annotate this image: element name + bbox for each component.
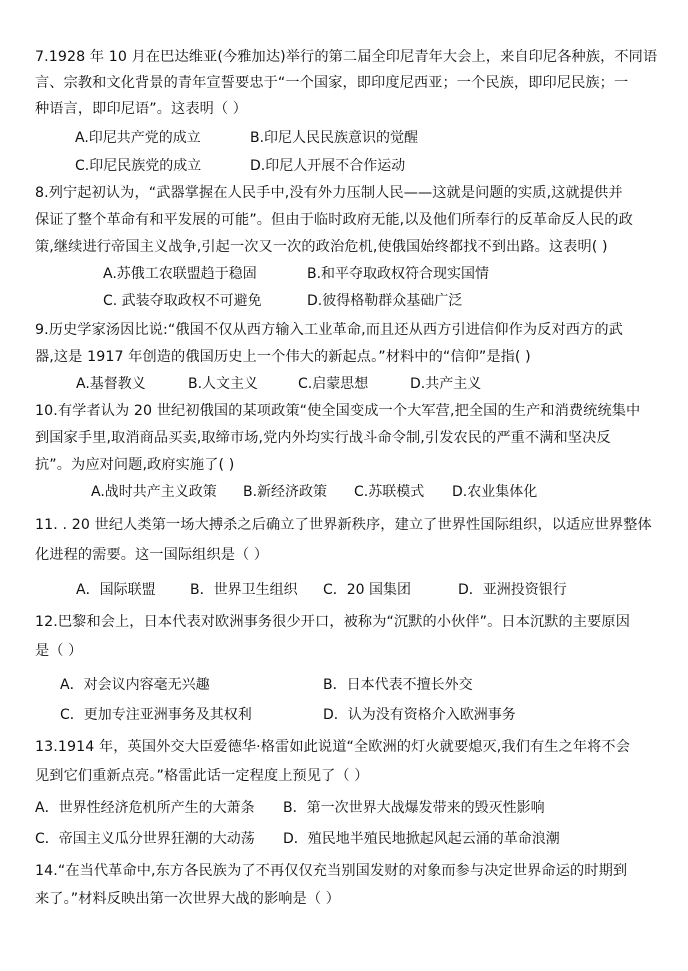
q12-stem-line-2: 是（ ）: [35, 643, 83, 659]
q11-option-b: B．世界卫生组织: [190, 582, 298, 598]
q11-option-c: C．20 国集团: [323, 582, 412, 598]
q7-stem-line-1: 7.1928 年 10 月在巴达维亚(今雅加达)举行的第二届全印尼青年大会上，来自印尼各种族，不同语: [35, 49, 658, 65]
q7-stem-line-2: 言、宗教和文化背景的青年宣誓要忠于“一个国家，即印度尼西亚；一个民族，即印尼民族；一: [35, 75, 629, 91]
q10-option-a: A.战时共产主义政策: [91, 484, 217, 500]
q10-option-d: D.农业集体化: [452, 484, 538, 500]
q10-option-b: B.新经济政策: [243, 484, 328, 500]
q12-option-a: A．对会议内容毫无兴趣: [60, 677, 210, 693]
q12-option-c: C．更加专注亚洲事务及其权利: [60, 707, 252, 723]
q13-stem-line-1: 13.1914 年，英国外交大臣爱德华·格雷如此说道“全欧洲的灯火就要熄灭,我们有生之年将不会: [35, 739, 631, 755]
q12-option-d: D．认为没有资格介入欧洲事务: [323, 707, 516, 723]
q8-option-a: A.苏俄工农联盟趋于稳固: [103, 266, 257, 282]
q7-option-c: C.印尼民族党的成立: [75, 158, 202, 174]
q7-stem-line-3: 种语言，即印尼语”。这表明（ ）: [35, 101, 248, 117]
q13-option-c: C．帝国主义瓜分世界狂潮的大动荡: [35, 831, 255, 847]
q8-stem-line-3: 策,继续进行帝国主义战争,引起一次又一次的政治危机,使俄国始终都找不到出路。这表明( ): [35, 239, 608, 255]
q13-stem-line-2: 见到它们重新点亮。”格雷此话一定程度上预见了（ ）: [35, 768, 369, 784]
q7-option-b: B.印尼人民民族意识的觉醒: [250, 130, 419, 146]
q13-option-b: B．第一次世界大战爆发带来的毁灭性影响: [283, 800, 545, 816]
q8-option-b: B.和平夺取政权符合现实国情: [307, 266, 490, 282]
q8-option-c: C. 武装夺取政权不可避免: [103, 293, 262, 309]
q9-stem-line-1: 9.历史学家汤因比说:“俄国不仅从西方输入工业革命,而且还从西方引进信仰作为反对西方的武: [35, 322, 623, 338]
q9-option-d: D.共产主义: [410, 376, 482, 392]
q10-stem-line-3: 抗”。为应对问题,政府实施了( ): [35, 457, 235, 473]
q10-stem-line-1: 10.有学者认为 20 世纪初俄国的某项政策“使全国变成一个大军营,把全国的生产和消费统统集中: [35, 403, 641, 419]
q9-option-a: A.基督教义: [76, 376, 146, 392]
q8-option-d: D.彼得格勒群众基础广泛: [307, 293, 463, 309]
q7-option-a: A.印尼共产党的成立: [75, 130, 201, 146]
q11-stem-line-1: 11. . 20 世纪人类第一场大搏杀之后确立了世界新秩序，建立了世界性国际组织，以适应世界整体: [35, 517, 652, 533]
q12-option-b: B．日本代表不擅长外交: [323, 677, 473, 693]
q12-stem-line-1: 12.巴黎和会上，日本代表对欧洲事务很少开口，被称为“沉默的小伙伴”。日本沉默的主要原因: [35, 614, 630, 630]
q9-option-b: B.人文主义: [188, 376, 259, 392]
q14-stem-line-2: 来了。”材料反映出第一次世界大战的影响是（ ）: [35, 891, 340, 907]
q9-option-c: C.启蒙思想: [298, 376, 369, 392]
q14-stem-line-1: 14.“在当代革命中,东方各民族为了不再仅仅充当别国发财的对象而参与决定世界命运的时期到: [35, 863, 628, 879]
q8-stem-line-1: 8.列宁起初认为，“武器掌握在人民手中,没有外力压制人民——这就是问题的实质,这就提供并: [35, 185, 623, 201]
q11-stem-line-2: 化进程的需要。这一国际组织是（ ）: [35, 547, 269, 563]
q13-option-a: A．世界性经济危机所产生的大萧条: [35, 800, 255, 816]
q7-option-d: D.印尼人开展不合作运动: [250, 158, 406, 174]
q10-option-c: C.苏联模式: [354, 484, 425, 500]
q8-stem-line-2: 保证了整个革命有和平发展的可能”。但由于临时政府无能,以及他们所奉行的反革命反人民的政: [35, 212, 633, 228]
q11-option-a: A．国际联盟: [76, 582, 156, 598]
q11-option-d: D．亚洲投资银行: [458, 582, 567, 598]
q9-stem-line-2: 器,这是 1917 年创造的俄国历史上一个伟大的新起点。”材料中的“信仰”是指( ): [35, 349, 531, 365]
q13-option-d: D．殖民地半殖民地掀起风起云涌的革命浪潮: [283, 831, 560, 847]
q10-stem-line-2: 到国家手里,取消商品买卖,取缔市场,党内外均实行战斗命令制,引发农民的严重不满和坚决反: [35, 430, 611, 446]
